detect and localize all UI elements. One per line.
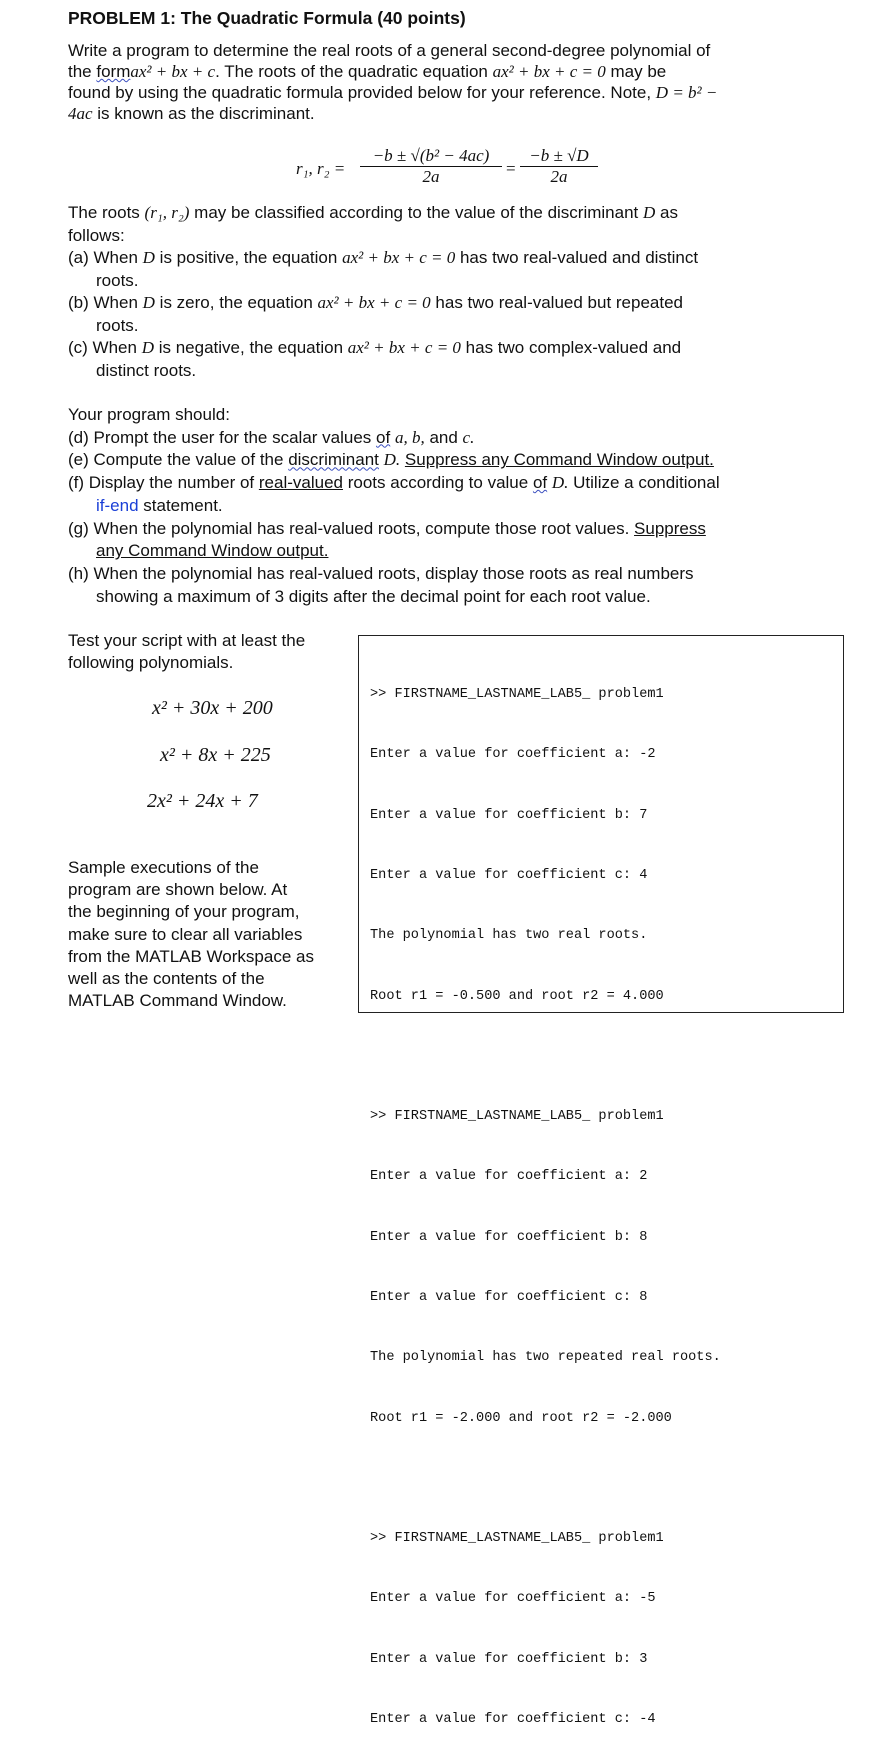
math-expression: ax² + bx + c = 0 xyxy=(492,62,606,81)
math-expression: D. xyxy=(383,450,401,470)
console-line: >> FIRSTNAME_LASTNAME_LAB5_ problem1 xyxy=(370,687,664,703)
console-line: Enter a value for coefficient c: -4 xyxy=(370,1711,656,1727)
math-expression: ax² + bx + c = 0 xyxy=(342,248,456,267)
intro-line-3 xyxy=(68,82,717,103)
math-expression: ax² + bx + c xyxy=(130,62,216,81)
sample-line: make sure to clear all variables xyxy=(68,924,303,944)
classify-text: as xyxy=(660,203,678,222)
item-suppress-text: any Command Window output. xyxy=(96,541,329,561)
case-text: (c) When xyxy=(68,338,137,357)
sample-instructions xyxy=(68,857,314,1012)
case-text: has two real-valued but repeated xyxy=(435,293,684,312)
sample-line: from the MATLAB Workspace as xyxy=(68,946,314,966)
intro-text: . The roots of the quadratic equation xyxy=(215,62,488,81)
case-text: has two complex-valued and xyxy=(465,338,682,357)
case-a-cont: roots. xyxy=(96,270,139,290)
math-expression: a, b, xyxy=(394,427,425,447)
classify-line-1 xyxy=(68,202,698,225)
case-text: is positive, the equation xyxy=(159,248,338,267)
item-text: Utilize a conditional xyxy=(573,473,720,493)
if-end-keyword: if-end xyxy=(96,495,139,515)
math-expression: D xyxy=(142,248,155,267)
console-line: Enter a value for coefficient b: 7 xyxy=(370,807,648,823)
item-text: and xyxy=(429,427,458,447)
test-line-2: following polynomials. xyxy=(68,653,234,672)
polynomial-2: x² + 8x + 225 xyxy=(160,744,271,766)
console-line: Enter a value for coefficient c: 8 xyxy=(370,1290,648,1305)
case-text: is negative, the equation xyxy=(158,338,344,357)
item-of-word: of xyxy=(376,427,391,447)
classify-text: The roots xyxy=(68,203,140,222)
item-real-valued-text: real-valued xyxy=(258,473,343,493)
formula-lhs: r₁, r₂ = xyxy=(296,159,346,178)
intro-paragraph xyxy=(68,40,717,124)
case-text: has two real-valued and distinct xyxy=(459,248,699,267)
math-expression: ax² + bx + c = 0 xyxy=(347,338,461,357)
math-expression: c. xyxy=(462,427,475,447)
console-line: The polynomial has two real roots. xyxy=(370,928,648,944)
item-f xyxy=(68,472,720,495)
sample-line: Sample executions of the xyxy=(68,858,259,877)
item-text: (g) When the polynomial has real-valued roots, compute those root values. xyxy=(68,518,630,538)
intro-line-1: Write a program to determine the real roots of a general second-degree polynomial of xyxy=(68,41,711,60)
test-instructions xyxy=(68,630,305,674)
formula-numerator-2: −b ± √D xyxy=(520,146,598,167)
math-expression: D = b² − xyxy=(655,83,718,102)
formula-denominator-1: 2a xyxy=(422,167,440,186)
item-h-cont: showing a maximum of 3 digits after the decimal point for each root value. xyxy=(96,586,651,606)
case-c xyxy=(68,337,698,360)
item-of-word: of xyxy=(532,473,548,493)
case-a xyxy=(68,247,698,270)
item-text: roots according to value xyxy=(347,473,529,493)
console-line: Enter a value for coefficient c: 4 xyxy=(370,868,648,884)
math-expression: ax² + bx + c = 0 xyxy=(317,293,431,312)
case-text: is zero, the equation xyxy=(159,293,313,312)
case-c-cont: distinct roots. xyxy=(96,360,197,380)
case-text: (b) When xyxy=(68,293,138,312)
intro-form-word: form xyxy=(96,62,131,81)
sample-line: well as the contents of the xyxy=(68,969,265,989)
intro-text: is known as the discriminant. xyxy=(97,104,315,123)
polynomial-3: 2x² + 24x + 7 xyxy=(147,790,258,812)
formula-fraction-1 xyxy=(360,146,502,187)
math-expression: (r₁, r₂) xyxy=(144,203,190,222)
item-d xyxy=(68,427,720,450)
case-b xyxy=(68,292,698,315)
item-text: statement. xyxy=(143,495,223,515)
problem-title: PROBLEM 1: The Quadratic Formula (40 points) xyxy=(68,8,466,28)
item-text: (f) Display the number of xyxy=(68,473,255,493)
console-line: Root r1 = -0.500 and root r2 = 4.000 xyxy=(370,988,664,1004)
intro-line-4 xyxy=(68,103,717,124)
math-expression: D xyxy=(142,293,155,312)
formula-equals: = xyxy=(506,159,516,178)
classify-text: may be classified according to the value of the discriminant xyxy=(194,203,639,222)
item-f-cont xyxy=(68,495,720,518)
sample-line: MATLAB Command Window. xyxy=(68,991,287,1011)
case-b-cont: roots. xyxy=(96,315,139,335)
item-g xyxy=(68,518,720,541)
formula-numerator-1: −b ± √(b² − 4ac) xyxy=(360,146,502,167)
item-text: (e) Compute the value of the xyxy=(68,450,284,470)
formula-fraction-2 xyxy=(520,146,598,187)
classify-line-2: follows: xyxy=(68,225,125,245)
sample-line: program are shown below. At xyxy=(68,880,288,900)
console-gap xyxy=(370,1047,843,1067)
item-discriminant-word: discriminant xyxy=(288,450,379,470)
console-line: The polynomial has two repeated real roots. xyxy=(370,1350,721,1366)
classification-paragraph xyxy=(68,202,698,382)
requirements-header: Your program should: xyxy=(68,405,230,424)
intro-text: the xyxy=(68,62,92,81)
item-g-cont xyxy=(68,540,720,563)
console-line: Enter a value for coefficient b: 3 xyxy=(370,1651,648,1667)
math-expression: 4ac xyxy=(68,104,93,123)
item-suppress-text: Suppress xyxy=(634,518,706,538)
console-line: Enter a value for coefficient a: -5 xyxy=(370,1591,656,1607)
math-expression: D xyxy=(141,338,154,357)
sample-line: the beginning of your program, xyxy=(68,902,300,922)
console-line: Enter a value for coefficient b: 8 xyxy=(370,1229,648,1245)
console-line: Root r1 = -2.000 and root r2 = -2.000 xyxy=(370,1410,672,1426)
intro-text: may be xyxy=(610,62,667,81)
requirements-list xyxy=(68,404,720,608)
case-text: (a) When xyxy=(68,248,138,267)
console-line: >> FIRSTNAME_LASTNAME_LAB5_ problem1 xyxy=(370,1109,664,1125)
item-text: (d) Prompt the user for the scalar values xyxy=(68,427,372,447)
math-expression: D. xyxy=(551,473,569,493)
test-line-1: Test your script with at least the xyxy=(68,631,306,650)
console-line: Enter a value for coefficient a: 2 xyxy=(370,1169,648,1185)
polynomial-1: x² + 30x + 200 xyxy=(152,697,273,719)
console-gap xyxy=(370,1469,843,1489)
item-e xyxy=(68,449,720,472)
math-expression: D xyxy=(643,203,656,222)
command-window-output xyxy=(358,635,844,1727)
intro-text: found by using the quadratic formula provided below for your reference. Note, xyxy=(68,83,652,102)
intro-line-2 xyxy=(68,61,717,82)
console-line: Enter a value for coefficient a: -2 xyxy=(370,747,656,763)
item-suppress-text: Suppress any Command Window output. xyxy=(404,450,714,470)
formula-denominator-2: 2a xyxy=(550,167,568,186)
item-h: (h) When the polynomial has real-valued roots, display those roots as real numbers xyxy=(68,563,694,583)
console-line: >> FIRSTNAME_LASTNAME_LAB5_ problem1 xyxy=(370,1531,664,1547)
